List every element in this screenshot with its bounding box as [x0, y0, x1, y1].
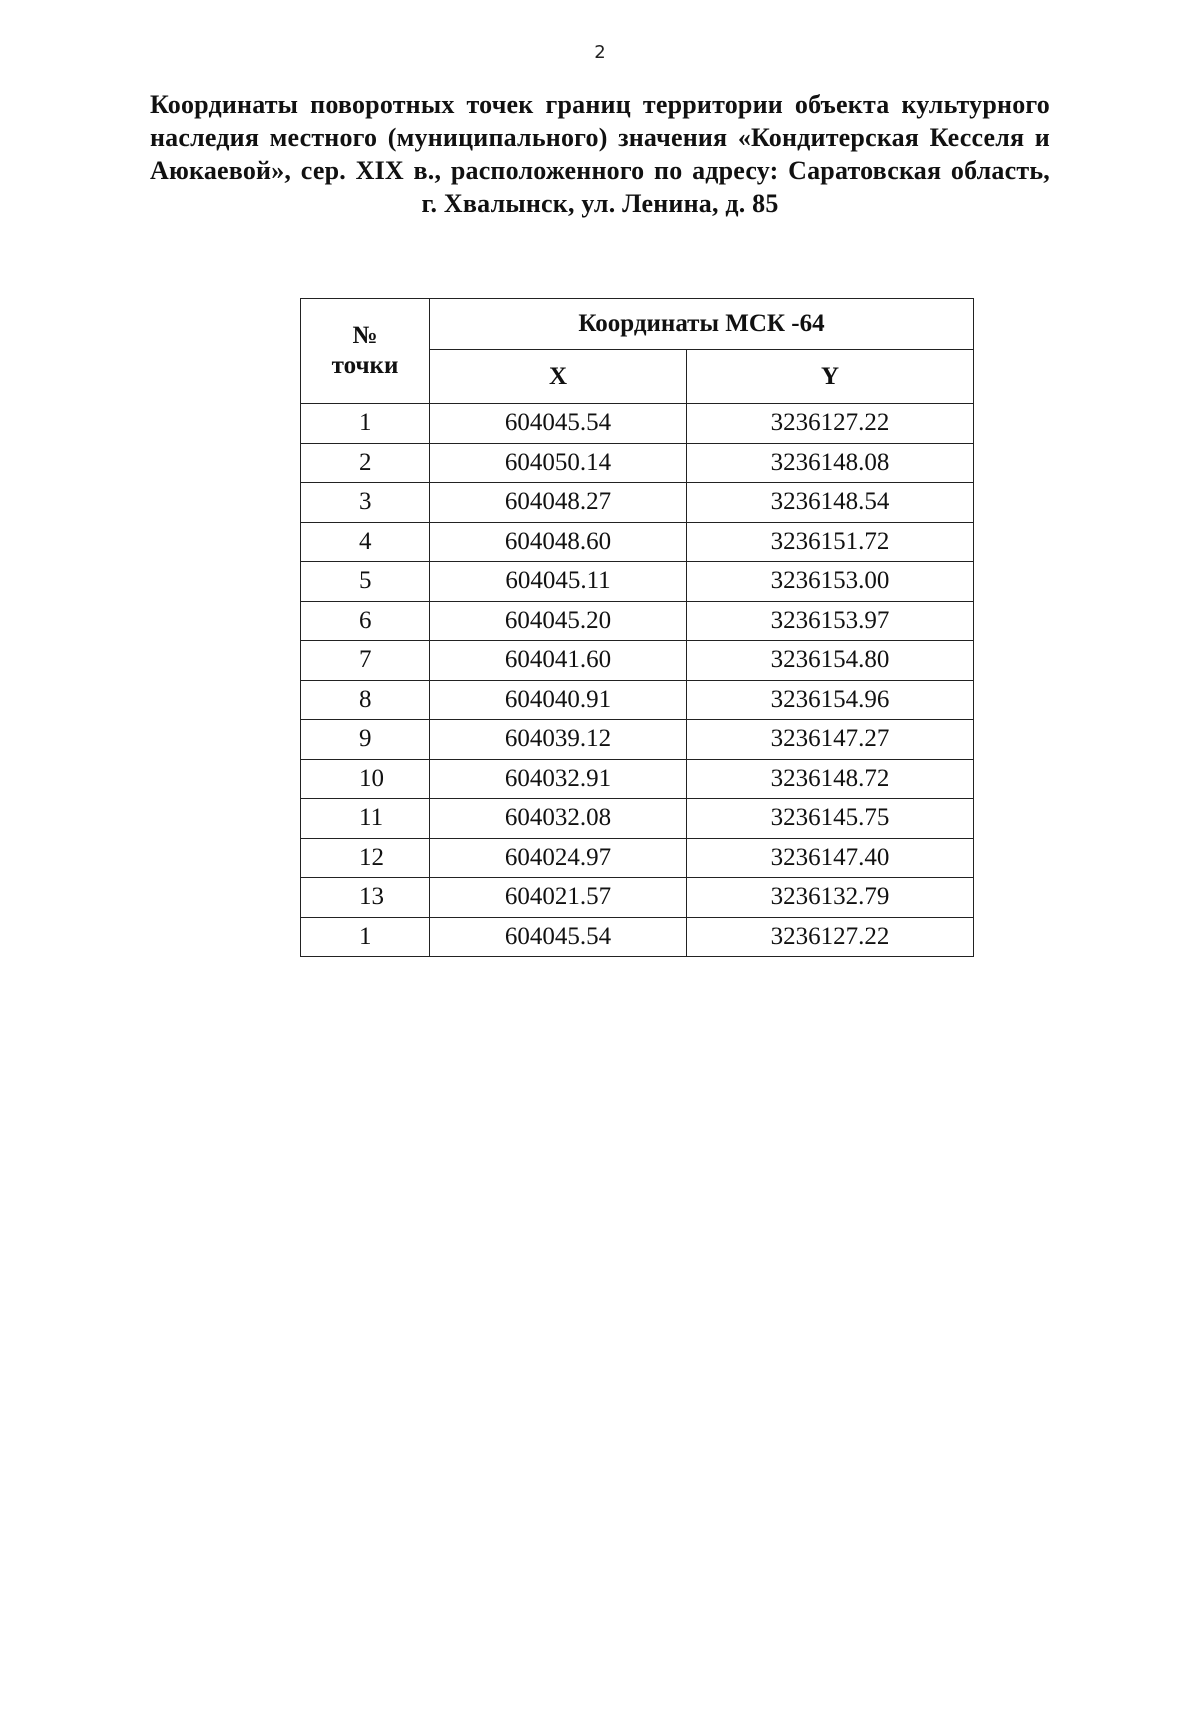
x-cell: 604048.27	[430, 483, 687, 523]
x-cell: 604024.97	[430, 838, 687, 878]
point-cell: 3	[301, 483, 430, 523]
table-row	[301, 641, 974, 681]
document-title	[150, 88, 1050, 220]
x-cell: 604041.60	[430, 641, 687, 681]
x-cell: 604050.14	[430, 443, 687, 483]
point-cell: 12	[301, 838, 430, 878]
x-column-header: X	[430, 350, 687, 404]
y-cell: 3236147.40	[687, 838, 974, 878]
y-cell: 3236127.22	[687, 404, 974, 444]
table-row	[301, 878, 974, 918]
point-cell: 5	[301, 562, 430, 602]
point-cell: 11	[301, 799, 430, 839]
point-cell: 1	[301, 404, 430, 444]
y-cell: 3236127.22	[687, 917, 974, 957]
table-row	[301, 404, 974, 444]
table-row	[301, 562, 974, 602]
table-row	[301, 443, 974, 483]
point-number-header-symbol: №	[352, 322, 378, 349]
point-cell: 4	[301, 522, 430, 562]
y-cell: 3236145.75	[687, 799, 974, 839]
coordinates-table	[300, 298, 974, 957]
title-line-1: Координаты поворотных точек границ территории объекта культурного	[150, 90, 1050, 119]
title-line-2: наследия местного (муниципального) значения «Кондитерская Кесселя и	[150, 123, 1050, 152]
x-cell: 604045.20	[430, 601, 687, 641]
x-cell: 604032.91	[430, 759, 687, 799]
table-row	[301, 917, 974, 957]
y-cell: 3236153.97	[687, 601, 974, 641]
x-cell: 604045.11	[430, 562, 687, 602]
table-row	[301, 720, 974, 760]
y-column-header: Y	[687, 350, 974, 404]
table-row	[301, 601, 974, 641]
x-cell: 604021.57	[430, 878, 687, 918]
table-row	[301, 483, 974, 523]
y-cell: 3236151.72	[687, 522, 974, 562]
x-cell: 604045.54	[430, 917, 687, 957]
y-cell: 3236154.80	[687, 641, 974, 681]
y-cell: 3236153.00	[687, 562, 974, 602]
point-number-header	[301, 299, 430, 404]
y-cell: 3236147.27	[687, 720, 974, 760]
point-cell: 10	[301, 759, 430, 799]
title-line-3: Аюкаевой», сер. XIX в., расположенного по адресу: Саратовская область,	[150, 156, 1050, 185]
point-cell: 7	[301, 641, 430, 681]
y-cell: 3236148.54	[687, 483, 974, 523]
point-cell: 2	[301, 443, 430, 483]
y-cell: 3236148.72	[687, 759, 974, 799]
point-cell: 8	[301, 680, 430, 720]
point-cell: 1	[301, 917, 430, 957]
x-cell: 604032.08	[430, 799, 687, 839]
point-cell: 6	[301, 601, 430, 641]
y-cell: 3236132.79	[687, 878, 974, 918]
table-row	[301, 799, 974, 839]
x-cell: 604039.12	[430, 720, 687, 760]
point-cell: 9	[301, 720, 430, 760]
point-cell: 13	[301, 878, 430, 918]
y-cell: 3236154.96	[687, 680, 974, 720]
title-line-4: г. Хвалынск, ул. Ленина, д. 85	[421, 189, 779, 218]
page-number: 2	[594, 42, 606, 63]
x-cell: 604045.54	[430, 404, 687, 444]
coordinates-system-header: Координаты МСК -64	[430, 299, 974, 350]
x-cell: 604040.91	[430, 680, 687, 720]
x-cell: 604048.60	[430, 522, 687, 562]
table-row	[301, 838, 974, 878]
table-row	[301, 759, 974, 799]
point-number-header-word: точки	[331, 352, 399, 379]
table-row	[301, 680, 974, 720]
y-cell: 3236148.08	[687, 443, 974, 483]
table-row	[301, 522, 974, 562]
